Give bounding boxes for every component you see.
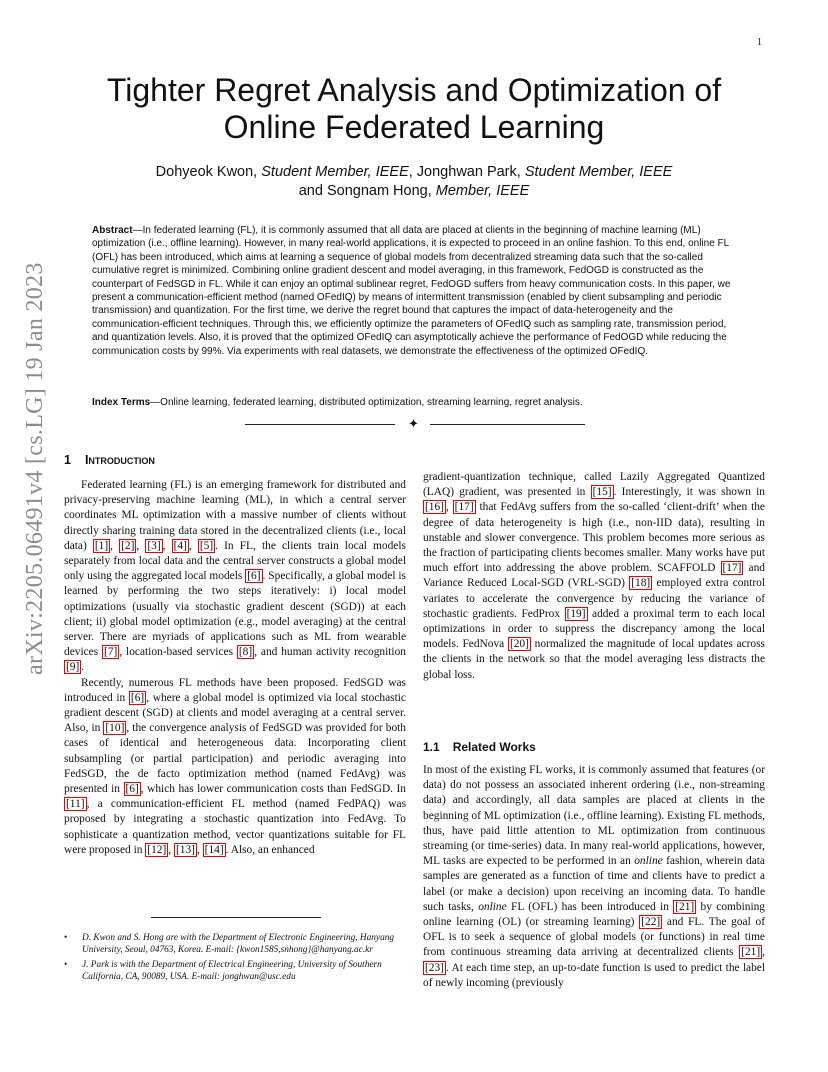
text-run: ,	[445, 501, 453, 514]
text-run: and FL. The goal of OFL is to seek a sequence of global models (or functions) in real time from continuous streaming data arriving at decentralized clients	[423, 916, 765, 959]
citation-link[interactable]: [17]	[722, 562, 742, 575]
subsection-heading-related-works	[423, 740, 536, 754]
footnote-text: J. Park is with the Department of Electrical Engineering, University of Southern California, CA, 90089, USA. E-mail: jonghwan@usc.edu	[82, 959, 382, 983]
section-number: 1	[64, 453, 71, 467]
divider-line-right	[430, 424, 585, 425]
citation-link[interactable]: [19]	[566, 607, 586, 620]
citation-link[interactable]: [20]	[509, 638, 529, 651]
citation-link[interactable]: [8]	[238, 646, 253, 659]
text-run: Federated learning (FL) is an emerging framework for distributed and privacy-preserving machine learning (ML), in which a central server coordinates ML optimization with a massive number of clients without directly sharing training data stored in the decentralized clients (i.e., local data)	[64, 479, 406, 552]
text-run: . At each time step, an up-to-date function is used to predict the label of newly incoming (previously	[423, 961, 765, 989]
author-name: and Songnam Hong,	[298, 183, 436, 199]
body-paragraph	[64, 676, 406, 858]
text-run: ,	[168, 843, 174, 856]
index-terms-text: —Online learning, federated learning, distributed optimization, streaming learning, regret analysis.	[150, 397, 583, 408]
text-run: normalized the magnitude of local updates across the clients in the network so that the model averaging less distracts the global loss.	[423, 638, 765, 681]
footnote-item	[64, 932, 409, 957]
emphasis-text: online	[634, 855, 663, 868]
text-run: . In FL, the clients train local models separately from local data and the central server constructs a global model only using the aggregated local models	[64, 539, 406, 583]
author-list	[80, 163, 748, 201]
right-column	[423, 470, 765, 683]
footnotes	[64, 932, 409, 986]
citation-link[interactable]: [3]	[147, 539, 161, 552]
text-run: , and human activity recognition	[254, 646, 406, 659]
paper-title: Tighter Regret Analysis and Optimization of Online Federated Learning	[106, 72, 722, 145]
citation-link[interactable]: [2]	[121, 539, 135, 552]
text-run: ,	[188, 539, 198, 552]
bullet-icon: •	[64, 933, 68, 943]
section-title: Introduction	[84, 453, 155, 467]
text-run: FL (OFL) has been introduced in	[506, 900, 674, 913]
body-paragraph	[64, 478, 406, 676]
arxiv-identifier-stamp: arXiv:2205.06491v4 [cs.LG] 19 Jan 2023	[22, 262, 48, 675]
text-run: , a communication-efficient FL method (named FedPAQ) was proposed by integrating a stochastic quantization into FedAvg. To sophisticate a quantization method, vector quantizations suitable for FL were proposed in	[64, 798, 406, 856]
divider-ornament-icon: ✦	[408, 416, 419, 431]
citation-link[interactable]: [4]	[173, 539, 187, 552]
text-run: ,	[196, 843, 203, 856]
citation-link[interactable]: [1]	[94, 539, 109, 552]
left-column	[64, 478, 406, 858]
emphasis-text: online	[478, 900, 507, 913]
subsection-number: 1.1	[423, 740, 440, 754]
citation-link[interactable]: [17]	[454, 501, 474, 514]
citation-link[interactable]: [15]	[592, 486, 612, 499]
footnote-rule	[151, 917, 321, 918]
body-paragraph	[423, 763, 765, 991]
index-terms-label: Index Terms	[92, 397, 151, 408]
citation-link[interactable]: [5]	[199, 539, 214, 552]
author-name: Dohyeok Kwon,	[155, 164, 262, 180]
citation-link[interactable]: [16]	[425, 501, 444, 514]
text-run: .	[81, 661, 85, 674]
footnote-text: D. Kwon and S. Hong are with the Department of Electronic Engineering, Hanyang University, Seoul, 04763, Korea. E-mail: {kwon1585,snhong}@hanyang.ac.kr	[82, 933, 395, 956]
author-affiliation-role: Member, IEEE	[435, 183, 530, 199]
abstract-text: —In federated learning (FL), it is commonly assumed that all data are placed at clients in the beginning of machine learning (ML) optimization (i.e., offline learning). However, in many real-world applications, it is expected to proceed in an online fashion. To this end, online FL (OFL) has been introduced, which aims at learning a sequence of global models from decentralized streaming data such that the so-called cumulative regret is minimized. Combining online gradient descent and model averaging, in this framework, FedOGD is constructed as the counterpart of FedSGD in FL. While it can enjoy an optimal sublinear regret, FedOGD suffers from heavy communication costs. In this paper, we present a communication-efficient method (named OFedIQ) by means of intermittent transmission (enabled by client subsampling and periodic transmission) and quantization. For the first time, we derive the regret bound that captures the impact of data-heterogeneity and the communication-efficient techniques. Through this, we efficiently optimize the parameters of OFedIQ such as sampling rate, transmission period, and quantization levels. Also, it is proved that the optimized OFedIQ can asymptotically achieve the performance of FedOGD while reducing the communication costs by 99%. Via experiments with real datasets, we demonstrate the effectiveness of the optimized OFedIQ.	[92, 225, 731, 357]
text-run: ,	[136, 539, 146, 552]
citation-link[interactable]: [21]	[741, 946, 761, 959]
subsection-title: Related Works	[452, 740, 536, 754]
text-run: . Also, an enhanced	[225, 843, 315, 856]
citation-link[interactable]: [11]	[66, 798, 85, 811]
text-run: In most of the existing FL works, it is commonly assumed that features (or data) do not possess an associated inherent ordering (i.e., non-streaming data) and accordingly, all data samples are placed at clients in the beginning of ML optimization (i.e., offline learning). Existing FL methods, thus, have paid little attention to ML optimization from continuous streaming (or time-series) data. In many real-world applications, however, ML tasks are expected to be performed in an	[423, 764, 765, 868]
text-run: that FedAvg suffers from the so-called ‘client-drift’ when the degree of data heterogeneity is high (i.e., non-IID data), resulting in unstable and slower convergence. This problem becomes more serious as the fraction of participating clients becomes smaller. Many works have put much effort into addressing the above problem. SCAFFOLD	[423, 501, 765, 575]
divider-line-left	[245, 424, 395, 425]
text-run: gradient-quantization technique, called Lazily Aggregated Quantized (LAQ) gradient, was presented in	[423, 471, 765, 499]
right-column-continued	[423, 763, 765, 991]
text-run: added a proximal term to each local optimizations in order to suppress the discrepancy among the local models. FedNova	[423, 607, 765, 651]
text-run: fashion, wherein data samples are generated as a function of time and clients have to predict a label (or make a decision) upon receiving an incoming data. To handle such tasks,	[423, 855, 765, 913]
citation-link[interactable]: [6]	[247, 570, 261, 583]
page-number: 1	[757, 37, 762, 48]
citation-link[interactable]: [10]	[105, 722, 125, 735]
citation-link[interactable]: [23]	[425, 961, 444, 974]
text-run: ,	[762, 946, 765, 959]
text-run: , which has lower communication costs than FedSGD. In	[140, 783, 407, 796]
section-divider	[245, 417, 585, 431]
citation-link[interactable]: [12]	[147, 843, 167, 856]
citation-link[interactable]: [14]	[204, 843, 224, 856]
text-run: ,	[110, 539, 120, 552]
citation-link[interactable]: [6]	[125, 783, 139, 796]
text-run: by combining online learning (OL) (or streaming learning)	[423, 900, 765, 929]
text-run: , where a global model is optimized via local stochastic gradient descent (SGD) at clients and model averaging at a central server. Also, in	[64, 691, 406, 735]
text-run: . Specifically, a global model is learned by performing the two steps iteratively: i) local model optimizations (usually via stochastic gradient descent (SGD)) at each client; ii) global model optimization (e.g., model averaging) at the central server. There are myriads of applications such as ML from wearable devices	[64, 570, 406, 659]
index-terms	[92, 396, 736, 409]
citation-link[interactable]: [13]	[175, 843, 195, 856]
text-run: ,	[162, 539, 172, 552]
author-affiliation-role: Student Member, IEEE	[524, 164, 673, 180]
author-affiliation-role: Student Member, IEEE	[261, 164, 409, 180]
section-heading-introduction	[64, 453, 155, 467]
citation-link[interactable]: [18]	[631, 577, 651, 590]
citation-link[interactable]: [9]	[66, 661, 80, 674]
text-run: , the convergence analysis of FedSGD was provided for both cases of identical and heterogeneous data. Incorporating client subsampling (or partial participation) and periodic averaging into FedSGD, the de facto optimization method (named FedAvg) was presented in	[64, 722, 407, 796]
abstract	[92, 224, 736, 358]
footnote-item	[64, 959, 409, 984]
body-paragraph	[423, 470, 765, 683]
text-run: employed extra control variates to accelerate the convergence by reducing the variance of stochastic gradients. FedProx	[423, 577, 765, 620]
bullet-icon: •	[64, 959, 68, 970]
abstract-label: Abstract	[92, 225, 133, 236]
text-run: and Variance Reduced Local-SGD (VRL-SGD)	[423, 562, 765, 590]
citation-link[interactable]: [6]	[130, 691, 145, 704]
text-run: Recently, numerous FL methods have been proposed. FedSGD was introduced in	[64, 676, 406, 704]
author-name: , Jonghwan Park,	[408, 164, 525, 180]
citation-link[interactable]: [22]	[641, 916, 661, 929]
text-run: . Interestingly, it was shown in	[613, 486, 765, 499]
citation-link[interactable]: [7]	[104, 646, 118, 659]
citation-link[interactable]: [21]	[675, 900, 695, 913]
text-run: , location-based services	[119, 646, 237, 659]
